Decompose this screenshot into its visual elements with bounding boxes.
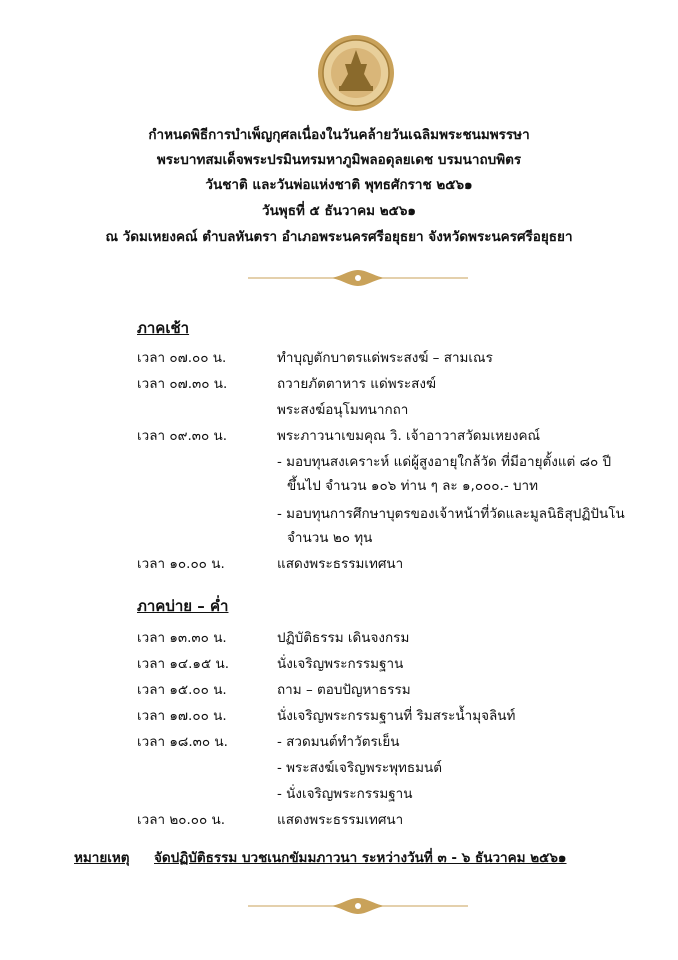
schedule-activity: พระสงฆ์อนุโมทนากถา bbox=[277, 402, 409, 418]
schedule-activity: - สวดมนต์ทำวัตรเย็น bbox=[277, 734, 400, 750]
temple-seal-icon bbox=[317, 34, 395, 112]
schedule-time: เวลา ๒๐.๐๐ น. bbox=[137, 812, 226, 828]
schedule-time: เวลา ๐๗.๐๐ น. bbox=[137, 350, 227, 366]
schedule-time: เวลา ๑๐.๐๐ น. bbox=[137, 556, 225, 572]
schedule-activity: แสดงพระธรรมเทศนา bbox=[277, 812, 404, 828]
schedule-sub-activity: ขึ้นไป จำนวน ๑๐๖ ท่าน ๆ ละ ๑,๐๐๐.- บาท bbox=[287, 478, 539, 494]
schedule-sub-activity: - มอบทุนสงเคราะห์ แด่ผู้สูงอายุใกล้วัด ที่มีอายุตั้งแต่ ๘๐ ปี bbox=[277, 454, 612, 470]
schedule-time: เวลา ๑๕.๐๐ น. bbox=[137, 682, 227, 698]
schedule-activity: - พระสงฆ์เจริญพระพุทธมนต์ bbox=[277, 760, 443, 776]
schedule-activity: ถวายภัตตาหาร แด่พระสงฆ์ bbox=[277, 376, 437, 392]
schedule-time: เวลา ๑๗.๐๐ น. bbox=[137, 708, 227, 724]
schedule-activity: นั่งเจริญพระกรรมฐาน bbox=[277, 656, 404, 672]
schedule-activity: ทำบุญตักบาตรแด่พระสงฆ์ – สามเณร bbox=[277, 350, 493, 366]
schedule-time: เวลา ๐๗.๓๐ น. bbox=[137, 376, 228, 392]
schedule-activity: ถาม – ตอบปัญหาธรรม bbox=[277, 682, 411, 698]
heading-line-4: วันพุธที่ ๕ ธันวาคม ๒๕๖๑ bbox=[262, 203, 416, 219]
schedule-time: เวลา ๑๓.๓๐ น. bbox=[137, 630, 227, 646]
note-text: จัดปฏิบัติธรรม บวชเนกขัมมภาวนา ระหว่างวันที่ ๓ - ๖ ธันวาคม ๒๕๖๑ bbox=[154, 850, 567, 866]
schedule-time: เวลา ๐๙.๓๐ น. bbox=[137, 428, 228, 444]
ornament-divider-icon bbox=[248, 268, 468, 288]
schedule-time: เวลา ๑๔.๑๕ น. bbox=[137, 656, 230, 672]
schedule-activity: นั่งเจริญพระกรรมฐานที่ ริมสระน้ำมุจลินท์ bbox=[277, 708, 516, 724]
section-title-morning: ภาคเช้า bbox=[137, 319, 190, 337]
note bbox=[74, 846, 567, 868]
heading-line-1: กำหนดพิธีการบำเพ็ญกุศลเนื่องในวันคล้ายวันเฉลิมพระชนมพรรษา bbox=[148, 127, 530, 143]
section-title-afternoon: ภาคบ่าย – ค่ำ bbox=[137, 597, 229, 615]
schedule-time: เวลา ๑๘.๓๐ น. bbox=[137, 734, 228, 750]
ornament-divider-icon bbox=[248, 896, 468, 916]
schedule-activity: ปฏิบัติธรรม เดินจงกรม bbox=[277, 630, 410, 646]
heading-line-2: พระบาทสมเด็จพระปรมินทรมหาภูมิพลอดุลยเดช บรมนาถบพิตร bbox=[156, 152, 522, 168]
heading-line-5: ณ วัดมเหยงคณ์ ตำบลหันตรา อำเภอพระนครศรีอยุธยา จังหวัดพระนครศรีอยุธยา bbox=[105, 229, 573, 245]
heading-line-3: วันชาติ และวันพ่อแห่งชาติ พุทธศักราช ๒๕๖๑ bbox=[205, 177, 473, 193]
schedule-sub-activity: จำนวน ๒๐ ทุน bbox=[287, 530, 373, 546]
schedule-activity: พระภาวนาเขมคุณ วิ. เจ้าอาวาสวัดมเหยงคณ์ bbox=[277, 428, 541, 444]
note-label: หมายเหตุ bbox=[74, 850, 130, 866]
schedule-activity: - นั่งเจริญพระกรรมฐาน bbox=[277, 786, 413, 802]
schedule-activity: แสดงพระธรรมเทศนา bbox=[277, 556, 404, 572]
schedule-sub-activity: - มอบทุนการศึกษาบุตรของเจ้าหน้าที่วัดและมูลนิธิสุปฏิปันโน bbox=[277, 506, 625, 522]
